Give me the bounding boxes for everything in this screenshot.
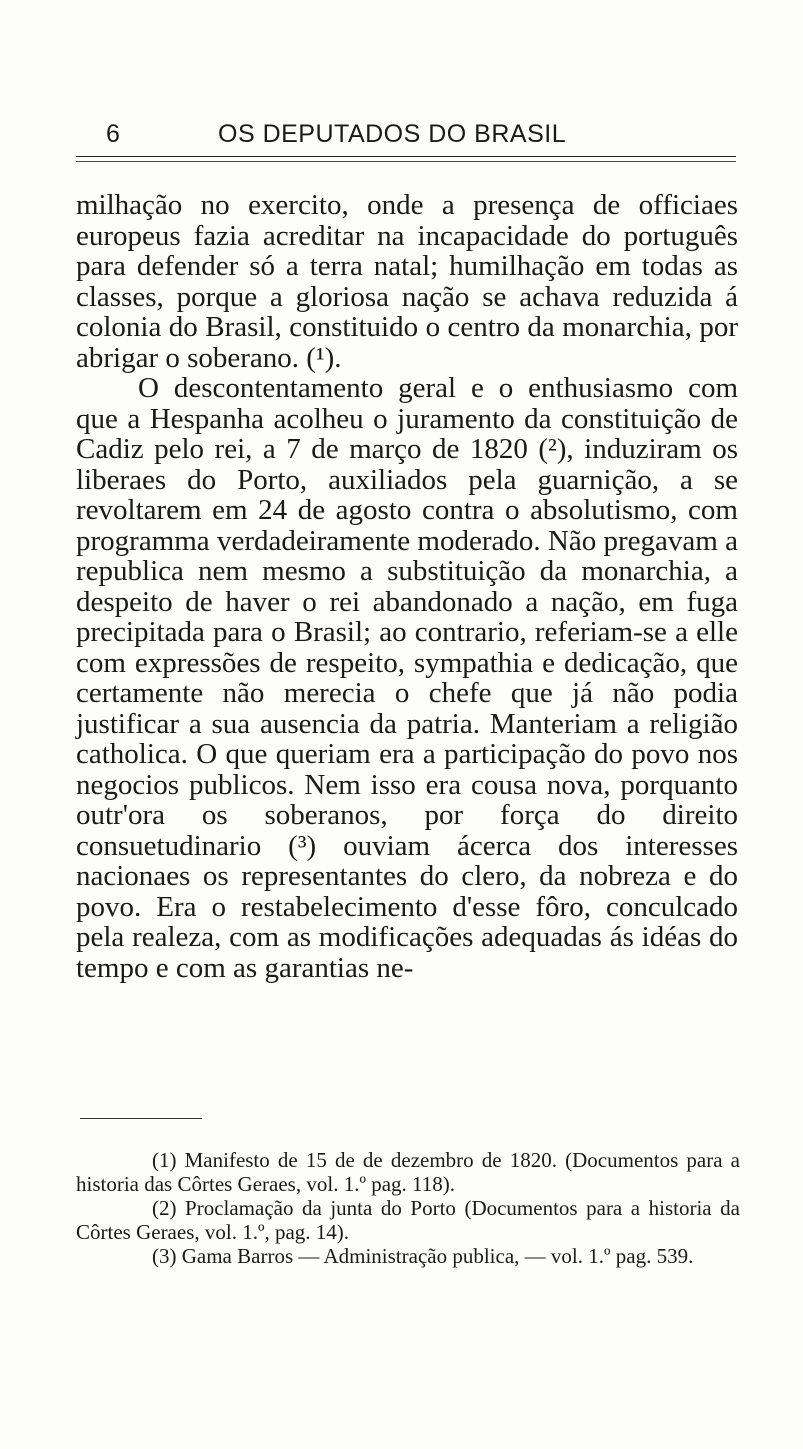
- paragraph: O descontentamento geral e o enthusiasmo com que a Hespanha acolheu o juramento da constituição de Cadiz pelo rei, a 7 de março de 1820 (²), induziram os liberaes do Porto, auxiliados pela guarnição, a se revoltarem em 24 de agosto contra o absolutismo, com programma verdadeiramente moderado. Não pregavam a republica nem mesmo a substituição da monarchia, a despeito de haver o rei abandonado a nação, em fuga precipitada para o Brasil; ao contrario, referiam-se a elle com expressões de respeito, sympathia e dedicação, que certamente não merecia o chefe que já não podia justificar a sua ausencia da patria. Manteriam a religião catholica. O que queriam era a participação do povo nos negocios publicos. Nem isso era cousa nova, porquanto outr'ora os soberanos, por força do direito consuetudinario (³) ouviam ácerca dos interesses nacionaes os representantes do clero, da nobreza e do povo. Era o restabelecimento d'esse fôro, conculcado pela realeza, com as modificações adequadas ás idéas do tempo e com as garantias ne-: [76, 372, 738, 984]
- footnote-3: (3) Gama Barros — Administração publica, — vol. 1.º pag. 539.: [152, 1244, 694, 1268]
- footnote-1: (1) Manifesto de 15 de de dezembro de 1820. (Documentos para a historia das Côrtes Geraes, vol. 1.º pag. 118).: [76, 1148, 740, 1196]
- footnote-rule: [80, 1118, 202, 1119]
- header-rule-secondary: [76, 161, 736, 162]
- footnote-2: (2) Proclamação da junta do Porto (Documentos para a historia da Côrtes Geraes, vol. 1.º, pag. 14).: [76, 1196, 740, 1244]
- paragraph-continued: milhação no exercito, onde a presença de officiaes europeus fazia acreditar na incapacidade do português para defender só a terra natal; humilhação em todas as classes, porque a gloriosa nação se achava reduzida á colonia do Brasil, constituido o centro da monarchia, por abrigar o soberano. (¹).: [76, 189, 738, 374]
- page-number: 6: [106, 120, 121, 148]
- running-title: OS DEPUTADOS DO BRASIL: [218, 120, 567, 148]
- body-text: [76, 190, 738, 983]
- footnotes: [76, 1148, 740, 1268]
- header-rule: [76, 156, 736, 157]
